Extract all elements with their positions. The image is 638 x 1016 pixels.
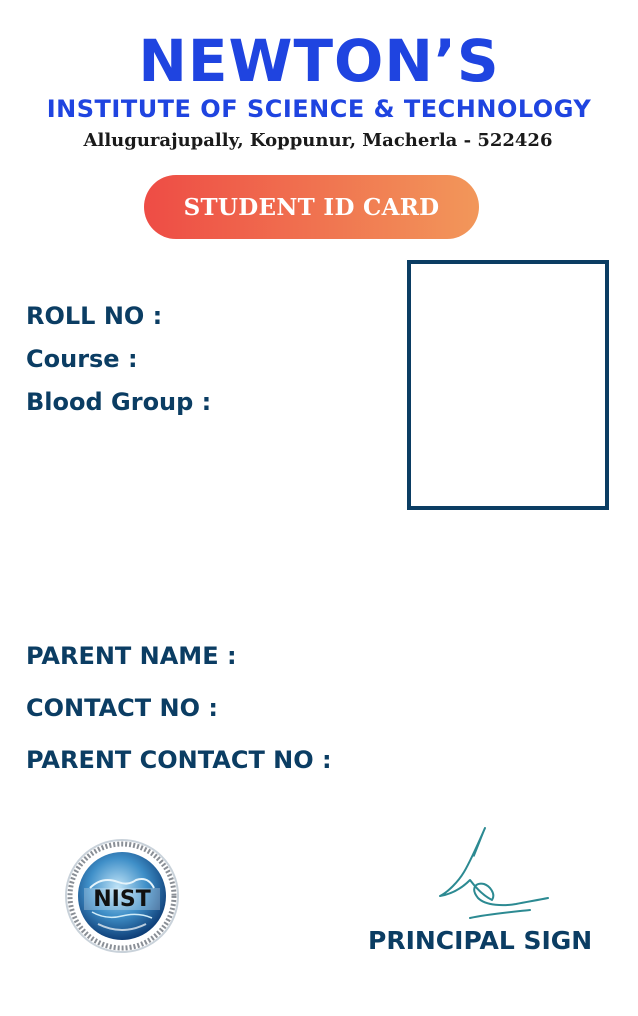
principal-signature (430, 822, 555, 927)
institute-name: NEWTON’S (138, 27, 500, 95)
contact-no-label: CONTACT NO : (26, 694, 218, 722)
id-card-badge (144, 175, 479, 239)
principal-sign-label: PRINCIPAL SIGN (368, 926, 593, 955)
parent-contact-no-label: PARENT CONTACT NO : (26, 746, 332, 774)
photo-placeholder (407, 260, 609, 510)
roll-no-label: ROLL NO : (26, 302, 163, 330)
logo-text: NIST (93, 887, 151, 912)
institute-address: Allugurajupally, Koppunur, Macherla - 522426 (83, 130, 553, 151)
parent-name-label: PARENT NAME : (26, 642, 237, 670)
id-card-label: STUDENT ID CARD (183, 193, 440, 221)
nist-globe-logo (62, 836, 182, 956)
course-label: Course : (26, 345, 138, 373)
institute-subtitle: INSTITUTE OF SCIENCE & TECHNOLOGY (46, 95, 592, 123)
blood-group-label: Blood Group : (26, 388, 212, 416)
